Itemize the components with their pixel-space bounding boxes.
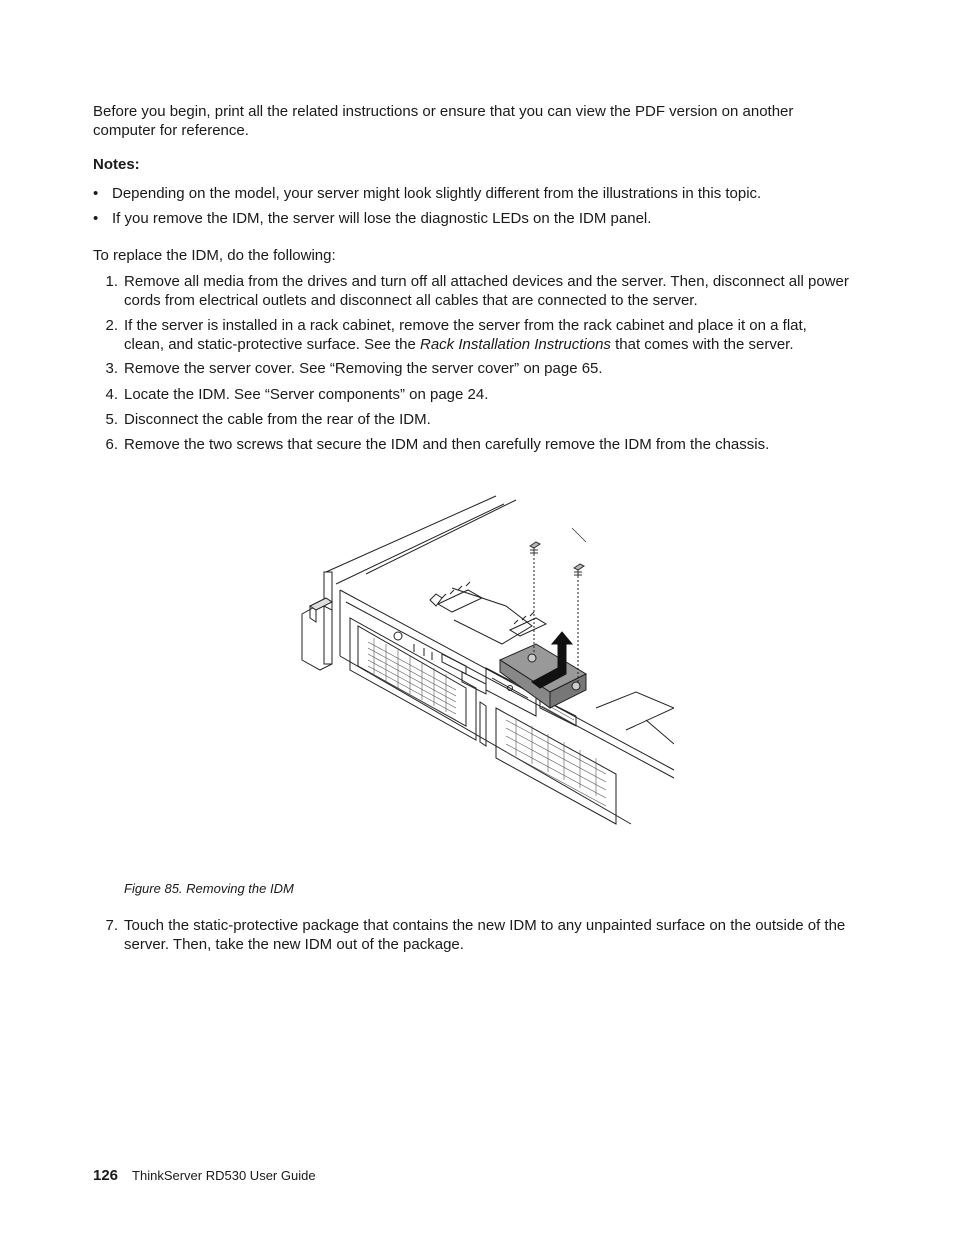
- step-number: 7.: [105, 917, 118, 934]
- step-text: Touch the static-protective package that contains the new IDM to any unpainted surface on the outside of the server. Then, take the new IDM out of the package.: [124, 917, 846, 953]
- step-number: 2.: [105, 317, 118, 334]
- document-title: ThinkServer RD530 User Guide: [132, 1168, 316, 1183]
- step-text: Remove the server cover. See “Removing the server cover” on page 65.: [124, 360, 603, 377]
- note-text: Depending on the model, your server might look slightly different from the illustrations in this topic.: [112, 185, 762, 202]
- notes-heading: Notes:: [93, 156, 140, 173]
- step-number: 3.: [105, 360, 118, 377]
- step-text: Remove all media from the drives and turn off all attached devices and the server. Then, disconnect all power cords from electrical outlets and disconnect all cables that are connected to the server.: [124, 273, 849, 309]
- italic-reference: Rack Installation Instructions: [420, 336, 611, 353]
- note-text: If you remove the IDM, the server will lose the diagnostic LEDs on the IDM panel.: [112, 210, 652, 227]
- step-number: 6.: [105, 436, 118, 453]
- page-footer: [93, 1166, 316, 1185]
- page-number: 126: [93, 1167, 119, 1184]
- bullet-icon: •: [93, 185, 99, 202]
- step-text: Locate the IDM. See “Server components” on page 24.: [124, 386, 489, 403]
- figure-caption: Figure 85. Removing the IDM: [124, 881, 294, 896]
- step-number: 1.: [105, 273, 118, 290]
- step-text: Disconnect the cable from the rear of the IDM.: [124, 411, 431, 428]
- step-number: 5.: [105, 411, 118, 428]
- intro-paragraph: Before you begin, print all the related instructions or ensure that you can view the PDF version on another computer for reference.: [93, 103, 794, 139]
- lead-in-text: To replace the IDM, do the following:: [93, 247, 336, 264]
- idm-removal-illustration: [296, 494, 674, 830]
- bullet-icon: •: [93, 210, 99, 227]
- step-number: 4.: [105, 386, 118, 403]
- step-text: If the server is installed in a rack cabinet, remove the server from the rack cabinet and place it on a flat, clean, and static-protective surface. See the Rack Installation Instructions that comes with the server.: [124, 317, 807, 353]
- step-text: Remove the two screws that secure the IDM and then carefully remove the IDM from the chassis.: [124, 436, 770, 453]
